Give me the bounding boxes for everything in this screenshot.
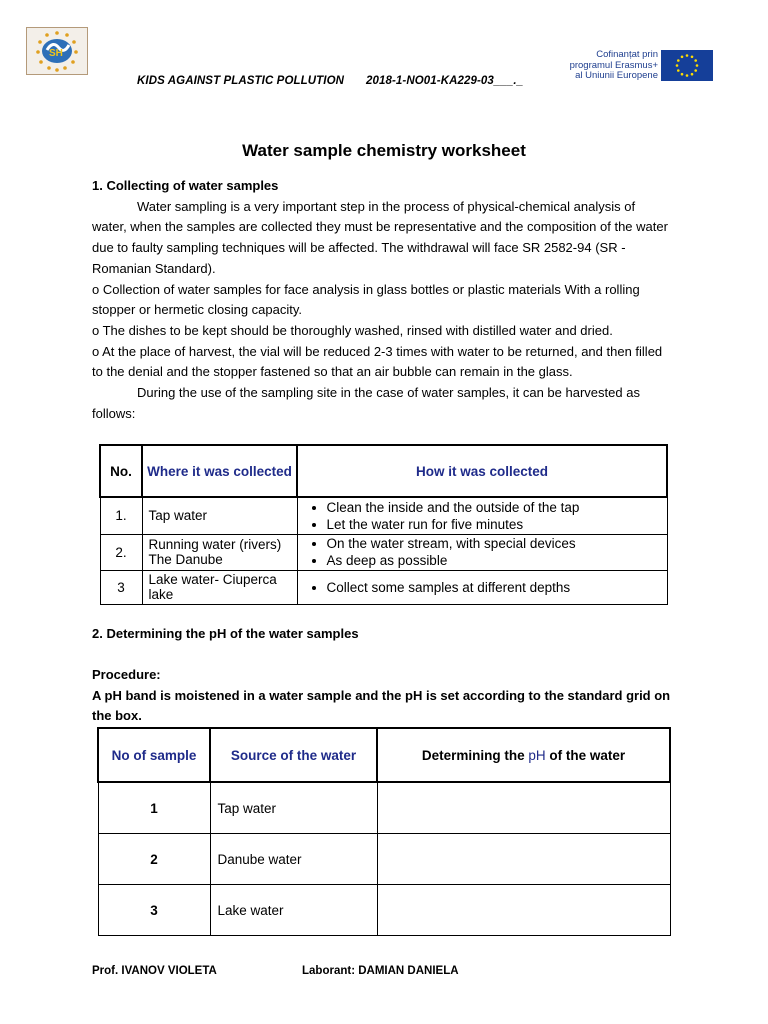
sample-source: Lake water — [210, 885, 377, 936]
sampling-table — [99, 444, 668, 605]
ph-value-cell[interactable] — [377, 782, 670, 834]
svg-text:SH: SH — [49, 48, 63, 59]
sample-no: 3 — [98, 885, 210, 936]
row-how — [297, 570, 667, 604]
procedure — [92, 665, 672, 727]
how-item: • Collect some samples at different depths — [327, 579, 667, 596]
project-code: 2018-1-NO01-KA229-03___._ — [366, 75, 524, 87]
sample-source: Tap water — [210, 782, 377, 834]
footer — [92, 965, 459, 977]
table-row — [100, 497, 667, 534]
ph-value-cell[interactable] — [377, 834, 670, 885]
sampling-table-header — [100, 445, 667, 497]
eu-cofinance-text — [565, 50, 658, 82]
col-header-source: Source of the water — [210, 728, 377, 782]
procedure-text: A pH band is moistened in a water sample and the pH is set according to the standard grid on the box. — [92, 687, 671, 724]
row-how — [297, 497, 667, 534]
eu-line-3: al Uniunii Europene — [575, 70, 658, 81]
page-title: Water sample chemistry worksheet — [242, 141, 526, 160]
project-name: KIDS AGAINST PLASTIC POLLUTION — [137, 75, 345, 87]
school-logo-icon — [26, 27, 88, 75]
section-1-paragraph-1: Water sampling is a very important step in the process of physical-chemical analysis of water, when the samples are collected they must be representative and the composition of the water due to faulty sampling techniques will be affected. The withdrawal will face SR 2582-94 (SR - Romanian Standard). — [92, 198, 668, 276]
col-header-where: Where it was collected — [142, 445, 297, 497]
eu-flag-icon — [661, 50, 713, 81]
table-row — [98, 885, 670, 936]
project-header — [137, 75, 524, 87]
footer-prof: Prof. IVANOV VIOLETA — [92, 965, 217, 977]
col-header-how: How it was collected — [297, 445, 667, 497]
sample-no: 2 — [98, 834, 210, 885]
col-header-sample: No of sample — [98, 728, 210, 782]
table-row — [98, 782, 670, 834]
table-row — [100, 534, 667, 570]
section-1-paragraph-5: During the use of the sampling site in the case of water samples, it can be harvested as follows: — [92, 385, 640, 421]
ph-table-header — [98, 728, 670, 782]
row-no: 3 — [100, 570, 142, 604]
footer-laborant: Laborant: DAMIAN DANIELA — [302, 965, 459, 977]
how-item: • As deep as possible — [327, 552, 667, 569]
row-how — [297, 534, 667, 570]
table-row — [100, 570, 667, 604]
section-2-heading: 2. Determining the pH of the water samples — [92, 626, 359, 641]
section-1-paragraph-2: o Collection of water samples for face analysis in glass bottles or plastic materials With a rolling stopper or hermetic closing capacity. — [92, 281, 640, 318]
ph-value-cell[interactable] — [377, 885, 670, 936]
section-1-paragraph-4: o At the place of harvest, the vial will be reduced 2-3 times with water to be returned, and then filled to the denial and the stopper fastened so that an air bubble can remain in the glass. — [92, 343, 663, 380]
row-where: Running water (rivers) The Danube — [142, 534, 297, 570]
how-item: • On the water stream, with special devices — [327, 535, 667, 552]
row-no: 1. — [100, 497, 142, 534]
eu-line-1: Cofinanțat prin — [596, 49, 658, 60]
row-where: Tap water — [142, 497, 297, 534]
sample-no: 1 — [98, 782, 210, 834]
section-1 — [92, 176, 672, 424]
procedure-label: Procedure: — [92, 667, 161, 682]
how-item: • Clean the inside and the outside of the tap — [327, 499, 667, 516]
how-item: • Let the water run for five minutes — [327, 516, 667, 533]
row-no: 2. — [100, 534, 142, 570]
table-row — [98, 834, 670, 885]
section-1-paragraph-3: o The dishes to be kept should be thoroughly washed, rinsed with distilled water and dried. — [92, 322, 613, 338]
section-1-heading: 1. Collecting of water samples — [92, 178, 279, 193]
eu-line-2: programul Erasmus+ — [569, 59, 658, 71]
sample-source: Danube water — [210, 834, 377, 885]
col-header-no: No. — [100, 445, 142, 497]
col-header-ph: Determining the pH of the water — [377, 728, 670, 782]
ph-table — [97, 727, 671, 936]
row-where: Lake water- Ciuperca lake — [142, 570, 297, 604]
